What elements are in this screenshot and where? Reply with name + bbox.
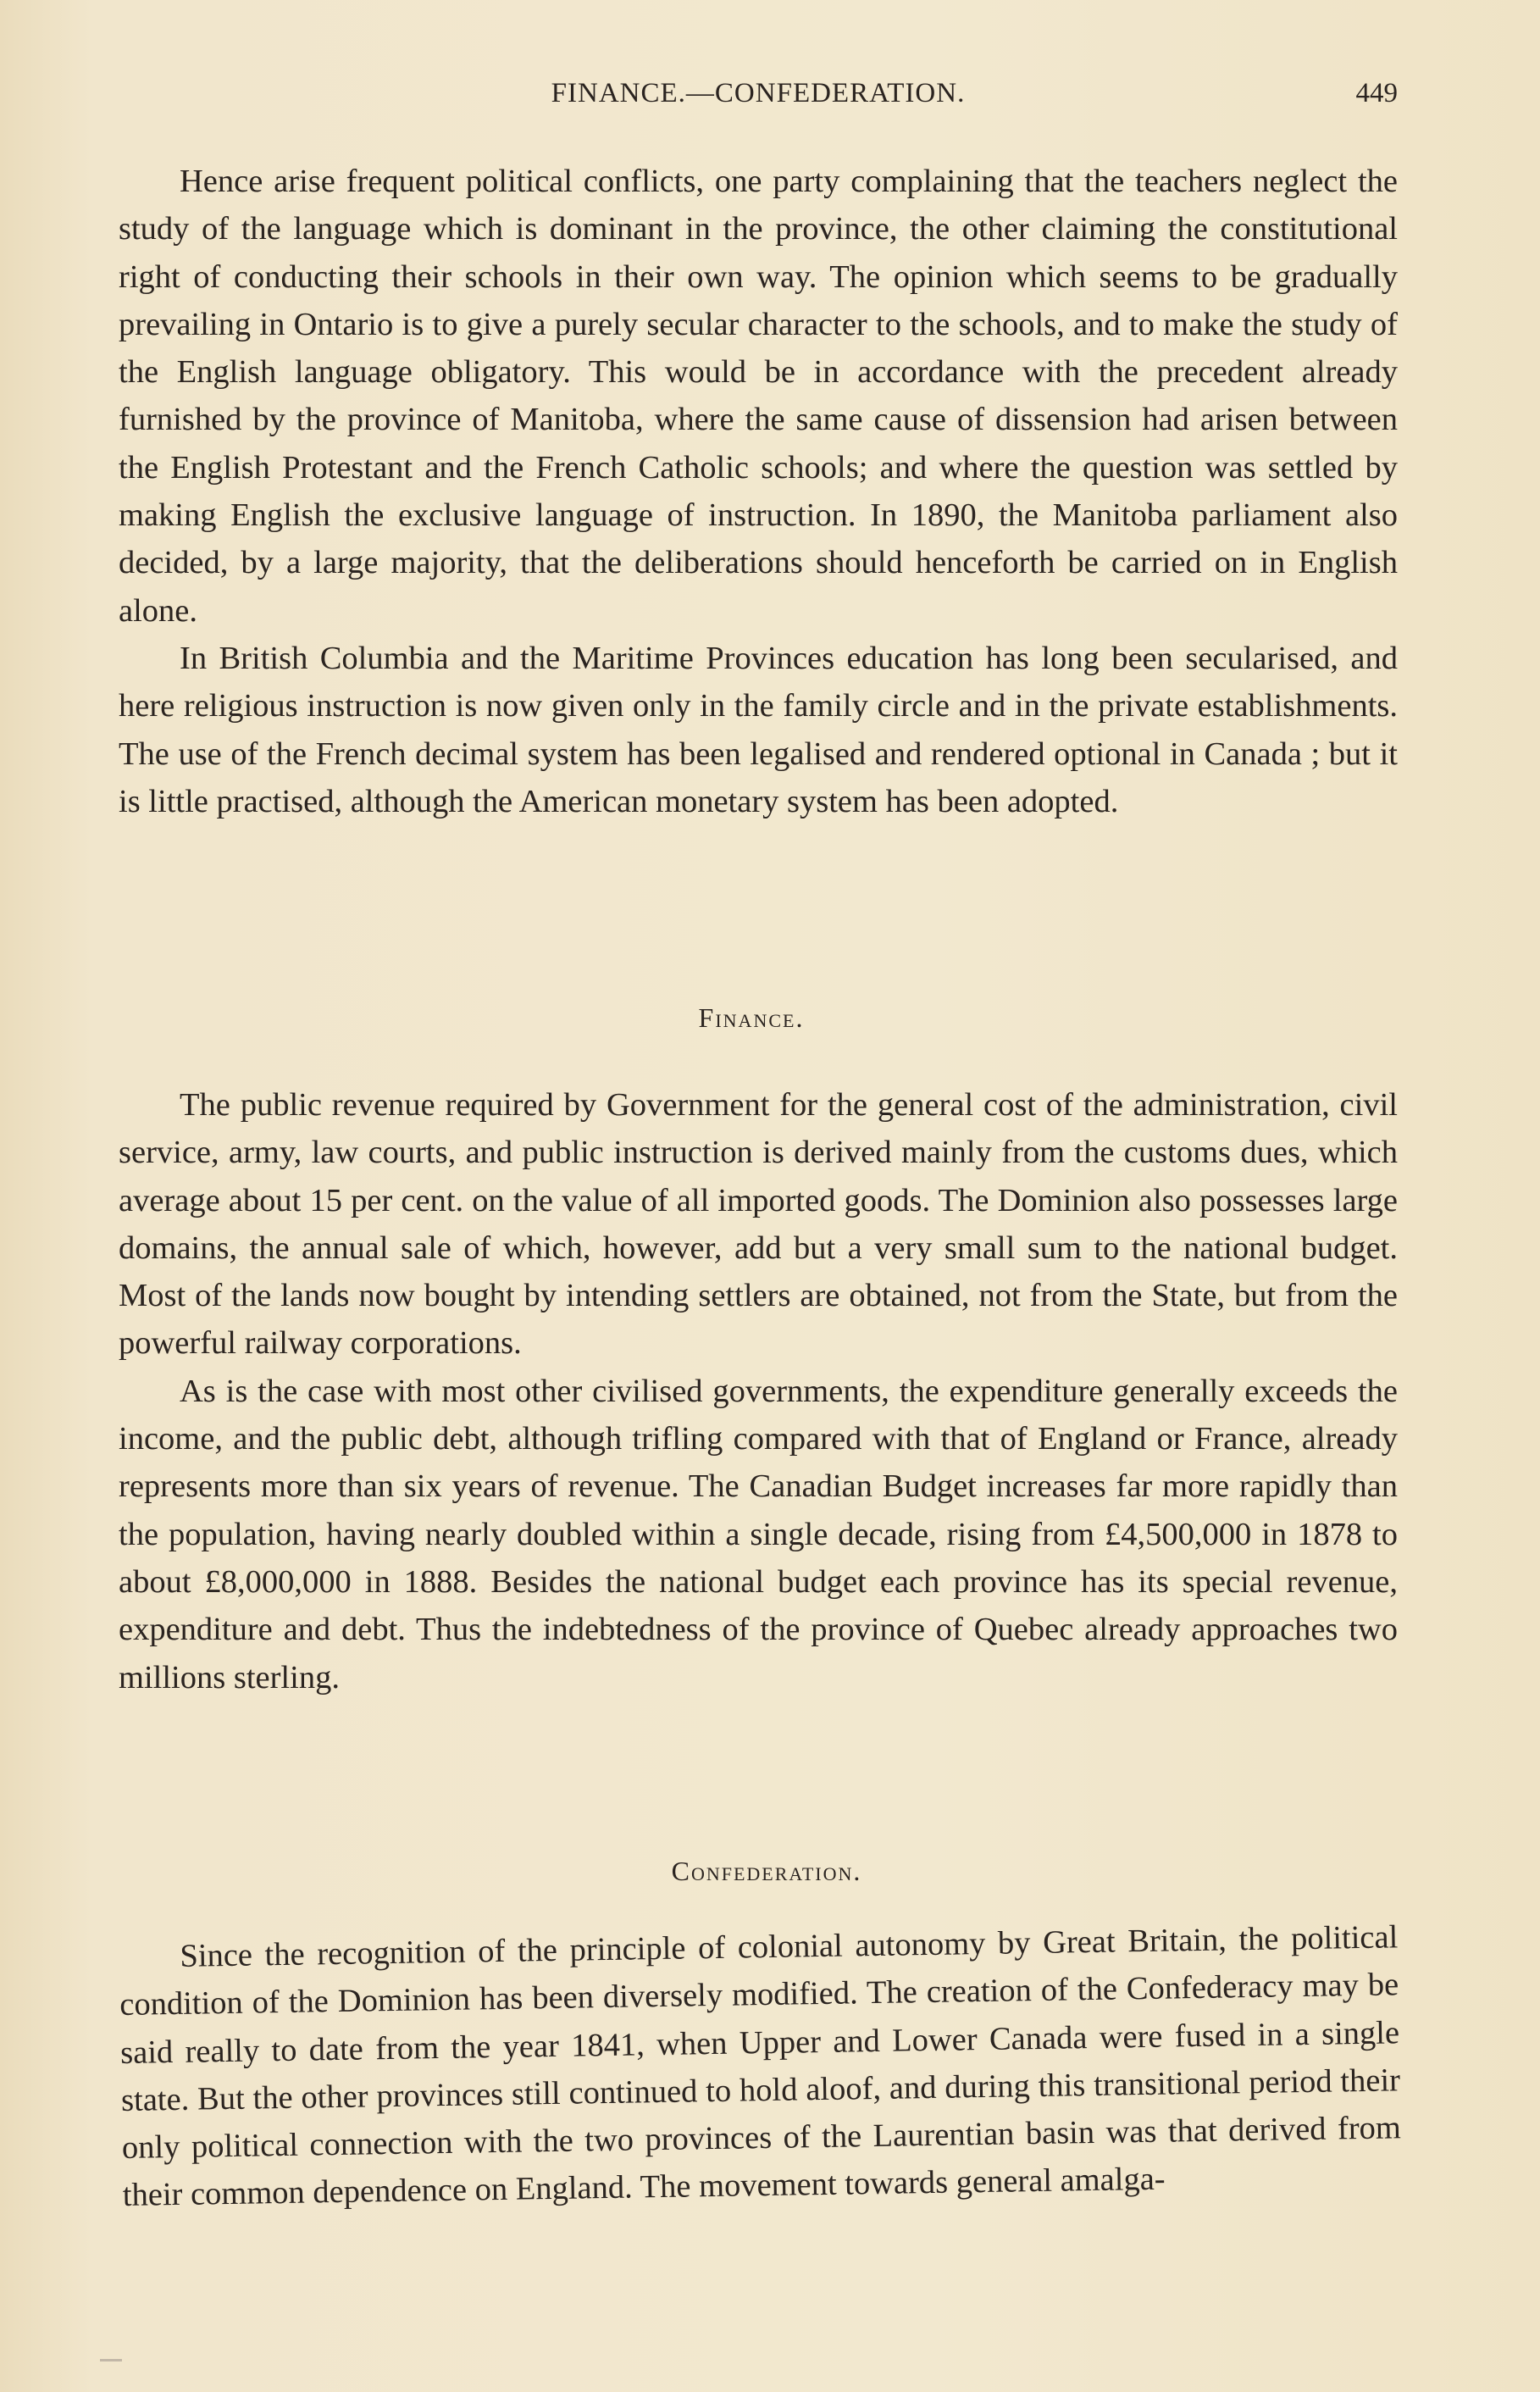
ink-smudge: [100, 2359, 122, 2361]
paragraph: In British Columbia and the Maritime Provinces education has long been secularised, and here religious instruction is now given only in the family circle and in the private establishments. The use of the French decimal system has been legalised and rendered optional in Canada ; but it is little practised, although the American monetary system has been adopted.: [119, 640, 1398, 819]
section-heading-finance: Finance.: [698, 1002, 805, 1033]
finance-section: [119, 1081, 1398, 1701]
intro-section: [119, 158, 1398, 825]
section-heading-confederation: Confederation.: [671, 1856, 862, 1886]
paragraph: As is the case with most other civilised governments, the expenditure generally exceeds the income, and the public debt, although trifling compared with that of England or France, already represents more than six years of revenue. The Canadian Budget increases far more rapidly than the population, having nearly doubled within a single decade, rising from £4,500,000 in 1878 to about £8,000,000 in 1888. Besides the national budget each province has its special revenue, expenditure and debt. Thus the indebtedness of the province of Quebec already approaches two millions sterling.: [119, 1373, 1398, 1695]
paragraph: The public revenue required by Government for the general cost of the administration, civil service, army, law courts, and public instruction is derived mainly from the customs dues, which average about 15 per cent. on the value of all imported goods. The Dominion also possesses large domains, the annual sale of which, however, add but a very small sum to the national budget. Most of the lands now bought by intending settlers are obtained, not from the State, but from the powerful railway corporations.: [119, 1087, 1398, 1362]
running-title: FINANCE.—CONFEDERATION.: [551, 78, 966, 108]
confederation-section: [119, 1913, 1402, 2219]
page-number: 449: [1355, 78, 1398, 108]
paragraph: Hence arise frequent political conflicts, one party complaining that the teachers neglect the study of the language which is dominant in the province, the other claiming the constitutional right of conducting their schools in their own way. The opinion which seems to be gradually prevailing in Ontario is to give a purely secular character to the schools, and to make the study of the English language obligatory. This would be in accordance with the precedent already furnished by the province of Manitoba, where the same cause of dissension had arisen between the English Protestant and the French Catholic schools; and where the question was settled by making English the exclusive language of instruction. In 1890, the Manitoba parliament also decided, by a large majority, that the deliberations should henceforth be carried on in English alone.: [119, 164, 1398, 629]
running-head: [119, 78, 1398, 120]
paragraph: Since the recognition of the principle of colonial autonomy by Great Britain, the political condition of the Dominion has been diversely modified. The creation of the Confederacy may be said really to date from the year 1841, when Upper and Lower Canada were fused in a single state. But the other provinces still continued to hold aloof, and during this transitional period their only political connection with the two provinces of the Laurentian basin was that derived from their common dependence on England. The movement towards general amalga-: [119, 1919, 1402, 2214]
